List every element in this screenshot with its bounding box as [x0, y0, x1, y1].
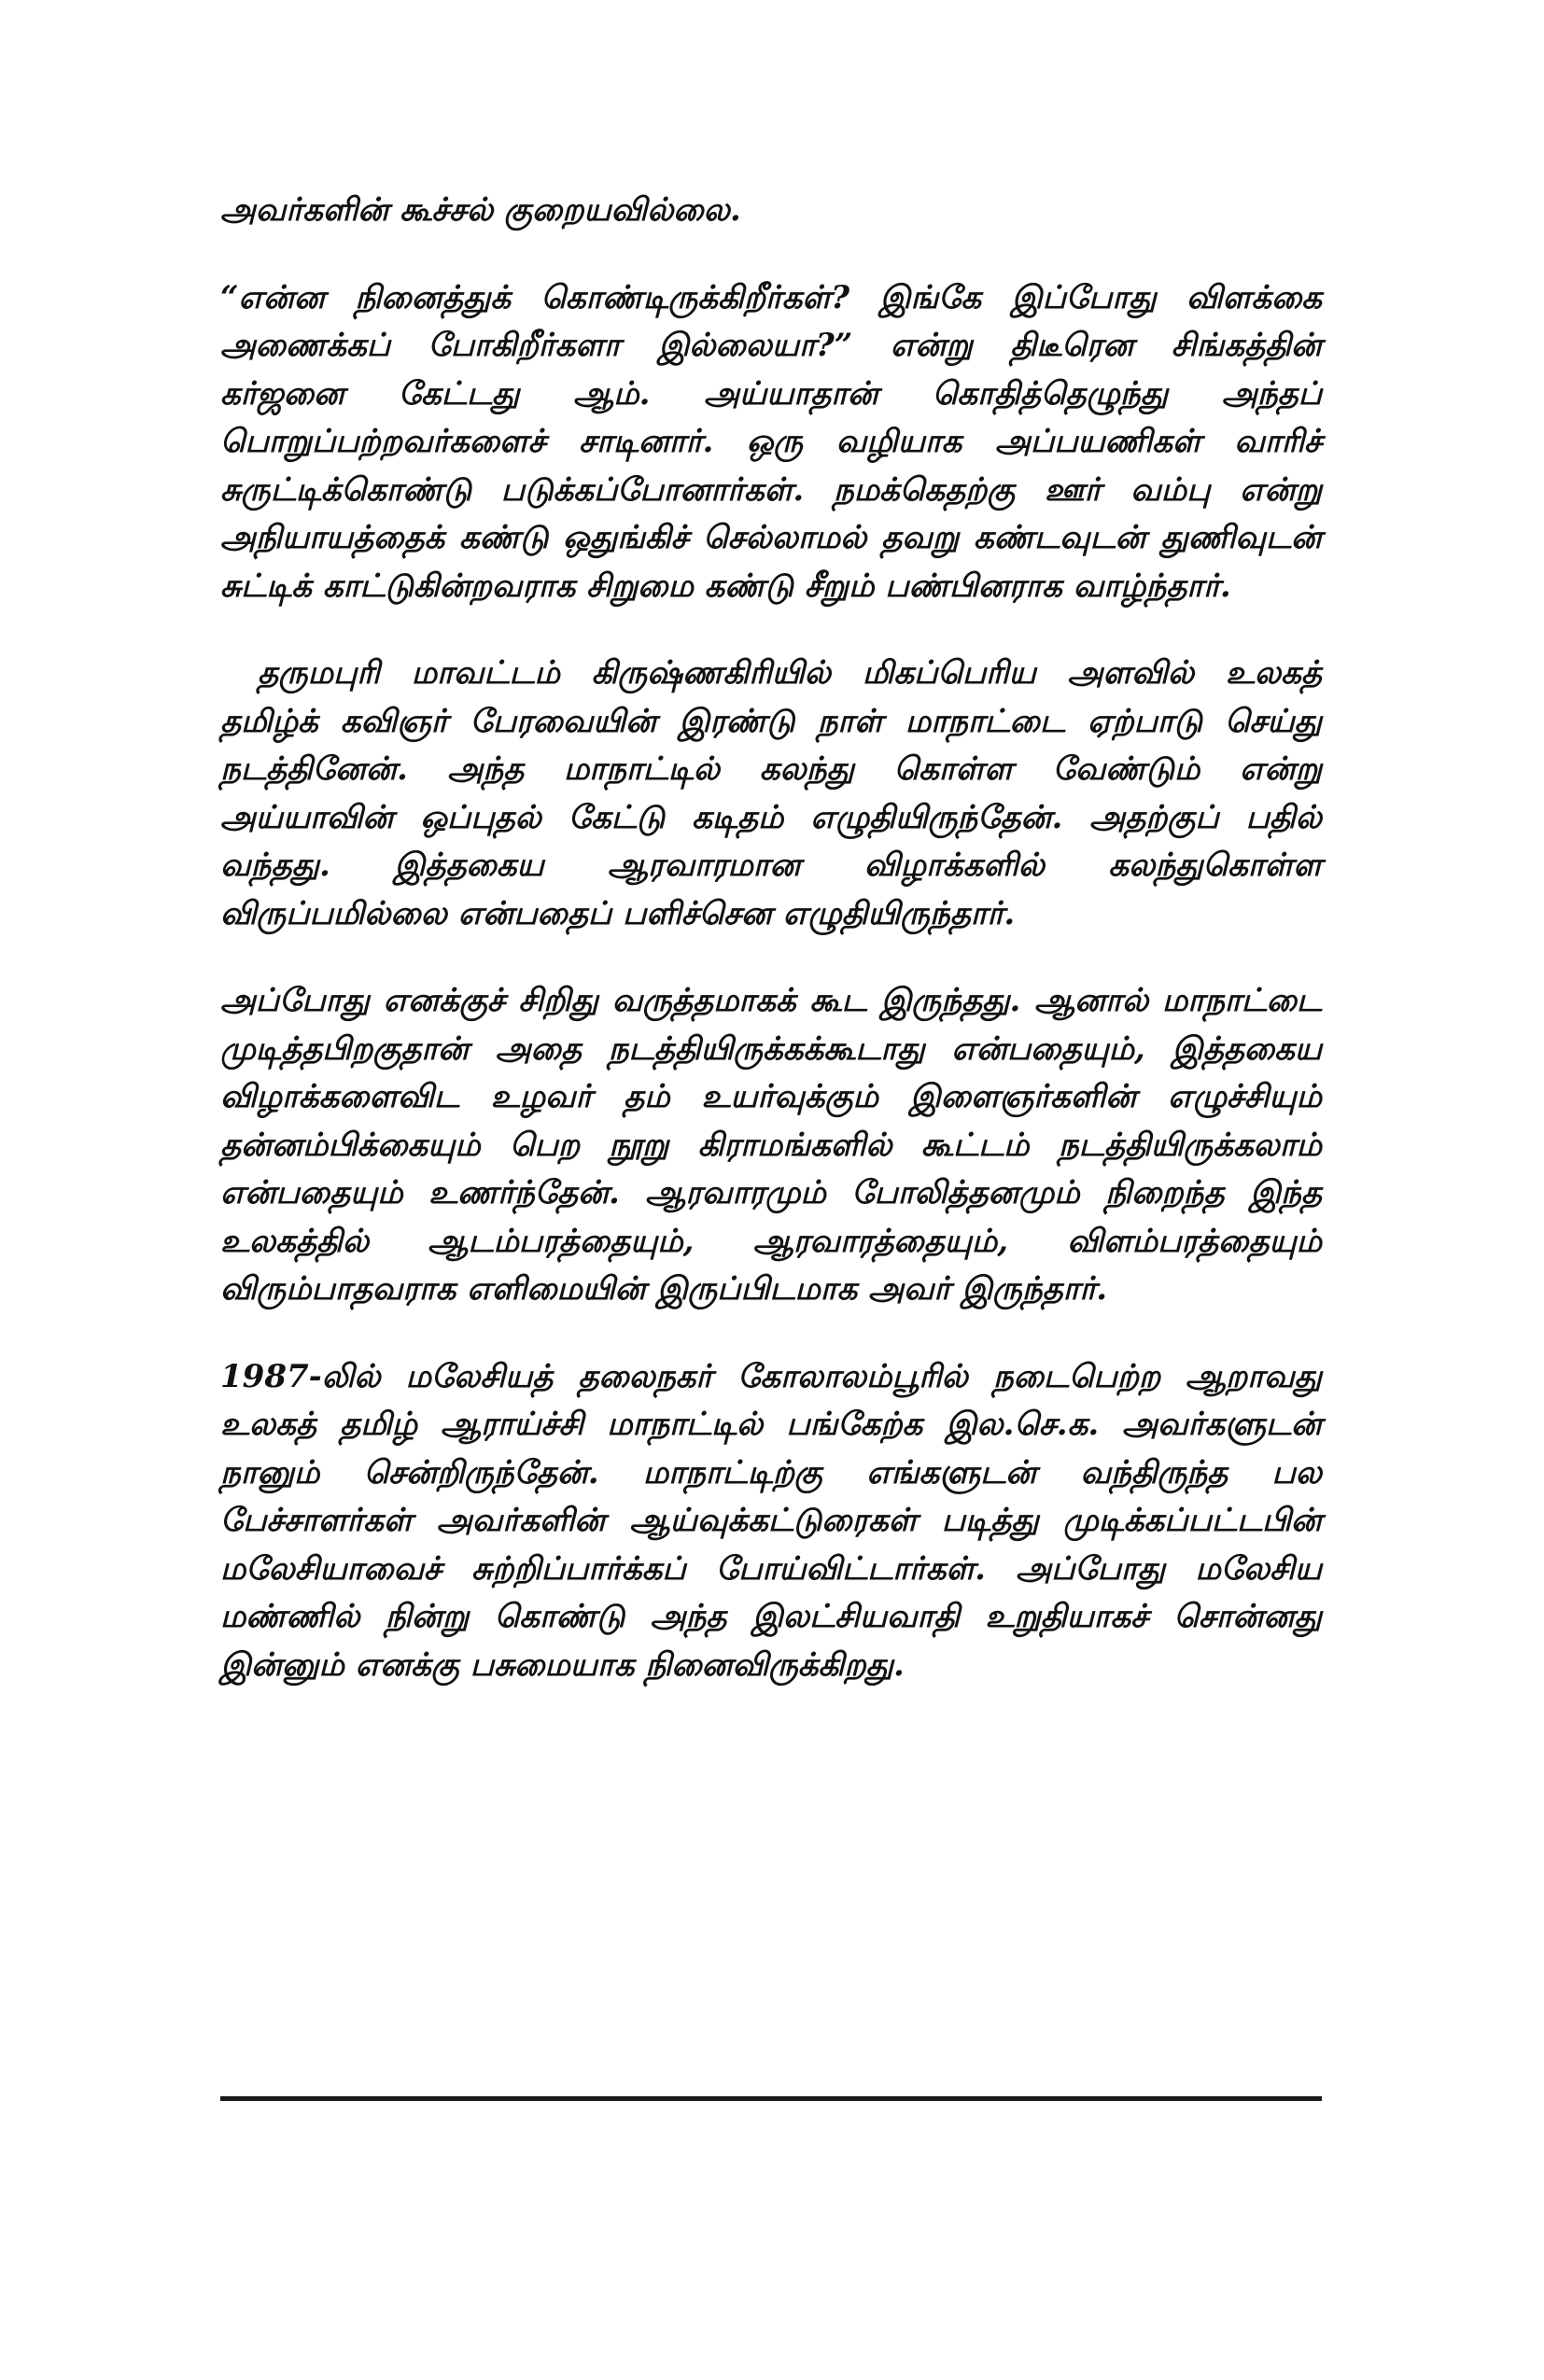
paragraph-malaysia: 1987-லில் மலேசியத் தலைநகர் கோலாலம்பூரில் நடைபெற்ற ஆறாவது உலகத் தமிழ் ஆராய்ச்சி மாநாட்டில் பங்கேற்க இல.செ.க. அவர்களுடன் நானும் சென்றிருந்தேன். மாநாட்டிற்கு எங்களுடன் வந்திருந்த பல பேச்சாளர்கள் அவர்களின் ஆய்வுக்கட்டுரைகள் படித்து முடிக்கப்பட்டபின் மலேசியாவைச் சுற்றிப்பார்க்கப் போய்விட்டார்கள். அப்போது மலேசிய மண்ணில் நின்று கொண்டு அந்த இலட்சியவாதி உறுதியாகச் சொன்னது இன்னும் எனக்கு பசுமையாக நினைவிருக்கிறது.: [220, 1357, 1322, 1684]
paragraph-conference: தருமபுரி மாவட்டம் கிருஷ்ணகிரியில் மிகப்பெரிய அளவில் உலகத் தமிழ்க் கவிஞர் பேரவையின் இரண்டு நாள் மாநாட்டை ஏற்பாடு செய்து நடத்தினேன். அந்த மாநாட்டில் கலந்து கொள்ள வேண்டும் என்று அய்யாவின் ஒப்புதல் கேட்டு கடிதம் எழுதியிருந்தேன். அதற்குப் பதில் வந்தது. இத்தகைய ஆரவாரமான விழாக்களில் கலந்துகொள்ள விருப்பமில்லை என்பதைப் பளிச்சென எழுதியிருந்தார்.: [220, 654, 1322, 932]
paragraph-opening-line: அவர்களின் கூச்சல் குறையவில்லை.: [220, 191, 741, 229]
paragraph-reflection: அப்போது எனக்குச் சிறிது வருத்தமாகக் கூட இருந்தது. ஆனால் மாநாட்டை முடித்தபிறகுதான் அதை நடத்தியிருக்கக்கூடாது என்பதையும், இத்தகைய விழாக்களைவிட உழவர் தம் உயர்வுக்கும் இளைஞர்களின் எழுச்சியும் தன்னம்பிக்கையும் பெற நூறு கிராமங்களில் கூட்டம் நடத்தியிருக்கலாம் என்பதையும் உணர்ந்தேன். ஆரவாரமும் போலித்தனமும் நிறைந்த இந்த உலகத்தில் ஆடம்பரத்தையும், ஆரவாரத்தையும், விளம்பரத்தையும் விரும்பாதவராக எளிமையின் இருப்பிடமாக அவர் இருந்தார்.: [220, 982, 1322, 1308]
bottom-divider: [220, 2096, 1322, 2101]
paragraph-lion-roar: “என்ன நினைத்துக் கொண்டிருக்கிறீர்கள்? இங்கே இப்போது விளக்கை அணைக்கப் போகிறீர்களா இல்லையா?” என்று திடீரென சிங்கத்தின் கர்ஜனை கேட்டது ஆம். அய்யாதான் கொதித்தெழுந்து அந்தப் பொறுப்பற்றவர்களைச் சாடினார். ஒரு வழியாக அப்பயணிகள் வாரிச் சுருட்டிக்கொண்டு படுக்கப்போனார்கள். நமக்கெதற்கு ஊர் வம்பு என்று அநியாயத்தைக் கண்டு ஒதுங்கிச் செல்லாமல் தவறு கண்டவுடன் துணிவுடன் சுட்டிக் காட்டுகின்றவராக சிறுமை கண்டு சீறும் பண்பினராக வாழ்ந்தார்.: [220, 278, 1322, 605]
page-body: [220, 187, 1322, 1689]
